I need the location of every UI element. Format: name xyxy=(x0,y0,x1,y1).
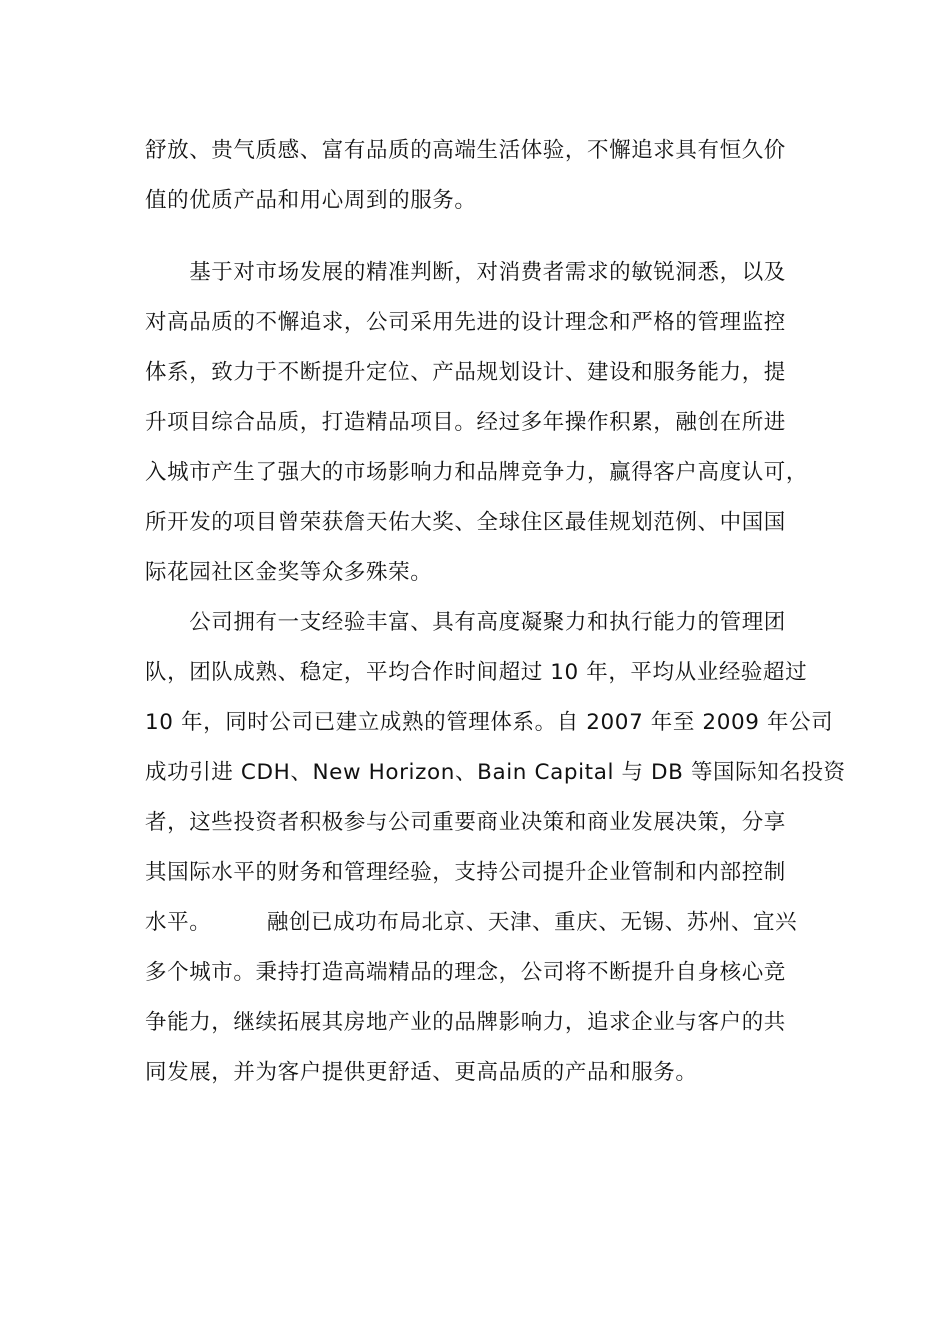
text-line: 升项目综合品质，打造精品项目。经过多年操作积累，融创在所进 xyxy=(145,410,786,435)
text-line: 舒放、贵气质感、富有品质的高端生活体验，不懈追求具有恒久价 xyxy=(145,138,786,163)
text-line: 水平。 融创已成功布局北京、天津、重庆、无锡、苏州、宜兴 xyxy=(145,910,798,935)
paragraph-start-line: 基于对市场发展的精准判断，对消费者需求的敏锐洞悉，以及 xyxy=(145,260,786,285)
text-line: 多个城市。秉持打造高端精品的理念，公司将不断提升自身核心竞 xyxy=(145,960,786,985)
text-line: 成功引进 CDH、New Horizon、Bain Capital 与 DB 等国际知名投资 xyxy=(145,760,846,785)
text-line: 所开发的项目曾荣获詹天佑大奖、全球住区最佳规划范例、中国国 xyxy=(145,510,786,535)
text-line: 对高品质的不懈追求，公司采用先进的设计理念和严格的管理监控 xyxy=(145,310,786,335)
text-line: 者，这些投资者积极参与公司重要商业决策和商业发展决策，分享 xyxy=(145,810,786,835)
paragraph-start-line: 公司拥有一支经验丰富、具有高度凝聚力和执行能力的管理团 xyxy=(145,610,786,635)
text-line: 同发展，并为客户提供更舒适、更高品质的产品和服务。 xyxy=(145,1060,698,1085)
text-line: 际花园社区金奖等众多殊荣。 xyxy=(145,560,433,585)
text-line: 10 年，同时公司已建立成熟的管理体系。自 2007 年至 2009 年公司 xyxy=(145,710,834,735)
text-line: 其国际水平的财务和管理经验，支持公司提升企业管制和内部控制 xyxy=(145,860,786,885)
text-line: 争能力，继续拓展其房地产业的品牌影响力，追求企业与客户的共 xyxy=(145,1010,786,1035)
text-line: 入城市产生了强大的市场影响力和品牌竞争力，赢得客户高度认可， xyxy=(145,460,809,485)
text-line: 值的优质产品和用心周到的服务。 xyxy=(145,188,477,213)
text-line: 队，团队成熟、稳定，平均合作时间超过 10 年，平均从业经验超过 xyxy=(145,660,808,685)
text-line: 体系，致力于不断提升定位、产品规划设计、建设和服务能力，提 xyxy=(145,360,786,385)
